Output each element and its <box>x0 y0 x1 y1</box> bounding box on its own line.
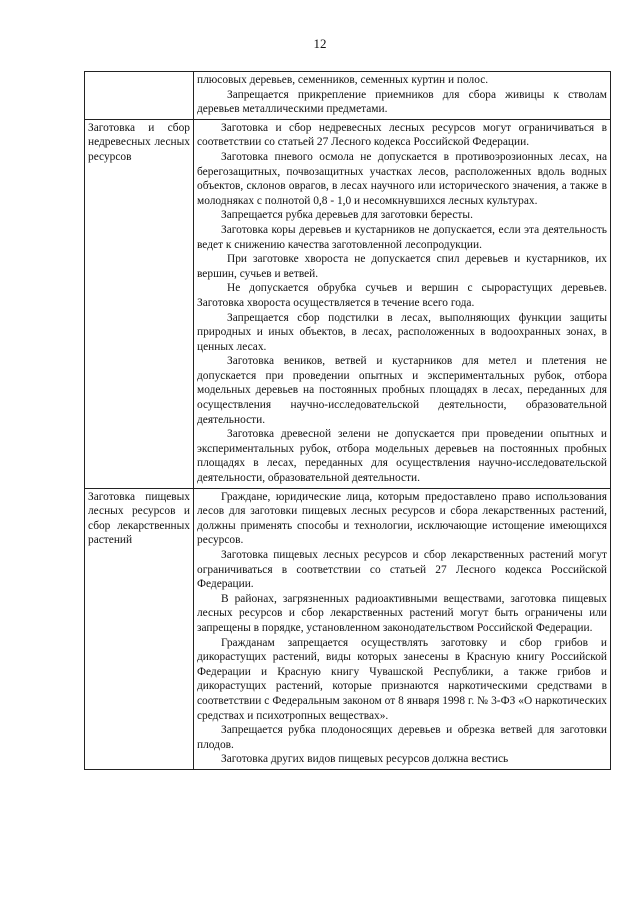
paragraph: Запрещается прикрепление приемников для сбора живицы к стволам деревьев металлическими предметами. <box>197 88 607 116</box>
paragraph: плюсовых деревьев, семенников, семенных куртин и полос. <box>197 74 489 86</box>
table-row <box>85 119 611 488</box>
table-row <box>85 72 611 120</box>
paragraph: Заготовка пищевых лесных ресурсов и сбор лекарственных растений могут ограничиваться в соответствии со статьей 27 Лесного кодекса Российской Федерации. <box>197 549 607 591</box>
row-content <box>194 72 611 120</box>
row-label: Заготовка и сбор недревесных лесных ресурсов <box>85 119 194 488</box>
paragraph: Заготовка других видов пищевых ресурсов должна вестись <box>221 753 509 766</box>
paragraph: В районах, загрязненных радиоактивными веществами, заготовка пищевых лесных ресурсов и сбор лекарственных растений могут быть ограничены или запрещены в порядке, установленном законодательством Российской Федерации. <box>197 592 607 634</box>
paragraph: Заготовка пневого осмола не допускается в противоэрозионных лесах, на берегозащитных, почвозащитных участках лесов, расположенных вдоль водных объектов, склонов оврагов, в лесах научного или исторического значения, а также в молодняках с полнотой 0,8 - 1,0 и несомкнувшихся лесных культурах. <box>197 150 607 207</box>
paragraph: Заготовка коры деревьев и кустарников не допускается, если эта деятельность ведет к снижению качества заготовленной лесопродукции. <box>197 223 607 251</box>
paragraph: Запрещается сбор подстилки в лесах, выполняющих функции защиты природных и иных объектов, в лесах, расположенных в водоохранных зонах, в ценных лесах. <box>197 311 607 353</box>
paragraph: При заготовке хвороста не допускается спил деревьев и кустарников, их вершин, сучьев и ветвей. <box>197 253 607 280</box>
page-number: 12 <box>313 36 327 51</box>
paragraph: Запрещается рубка деревьев для заготовки бересты. <box>221 209 473 222</box>
paragraph: Запрещается рубка плодоносящих деревьев и обрезка ветвей для заготовки плодов. <box>197 724 607 751</box>
row-label: Заготовка пищевых лесных ресурсов и сбор лекарственных растений <box>85 488 194 769</box>
paragraph: Граждане, юридические лица, которым предоставлено право использования лесов для заготовки пищевых лесных ресурсов и сбора лекарственных растений, должны применять способы и технологии, исключающие истощение имеющихся ресурсов. <box>197 490 607 547</box>
paragraph: Заготовка и сбор недревесных лесных ресурсов могут ограничиваться в соответствии со статьей 27 Лесного кодекса Российской Федерации. <box>197 121 607 149</box>
paragraph: Гражданам запрещается осуществлять заготовку и сбор грибов и дикорастущих растений, виды которых занесены в Красную книгу Российской Федерации и Красную книгу Чувашской Республики, а также грибов и дикорастущих растений, которые признаются наркотическими средствами в соответствии с Федеральным законом от 8 января 1998 г. № 3-ФЗ «О наркотических средствах и психотропных веществах». <box>197 636 607 722</box>
table-row <box>85 488 611 769</box>
regulations-table <box>84 71 611 770</box>
paragraph: Не допускается обрубка сучьев и вершин с сырорастущих деревьев. Заготовка хвороста осуществляется в течение всего года. <box>197 282 607 309</box>
row-content <box>194 488 611 769</box>
paragraph: Заготовка древесной зелени не допускается при проведении опытных и экспериментальных рубок, отбора модельных деревьев на постоянных пробных площадях в лесах, переданных для осуществления научно-исследовательской деятельности, образовательной деятельности. <box>197 428 607 485</box>
row-label <box>85 72 194 120</box>
row-content <box>194 119 611 488</box>
paragraph: Заготовка веников, ветвей и кустарников для метел и плетения не допускается при проведении опытных и экспериментальных рубок, отбора модельных деревьев на постоянных пробных площадях в лесах, переданных для осуществления научно-исследовательской деятельности, образовательной деятельности. <box>197 355 607 426</box>
